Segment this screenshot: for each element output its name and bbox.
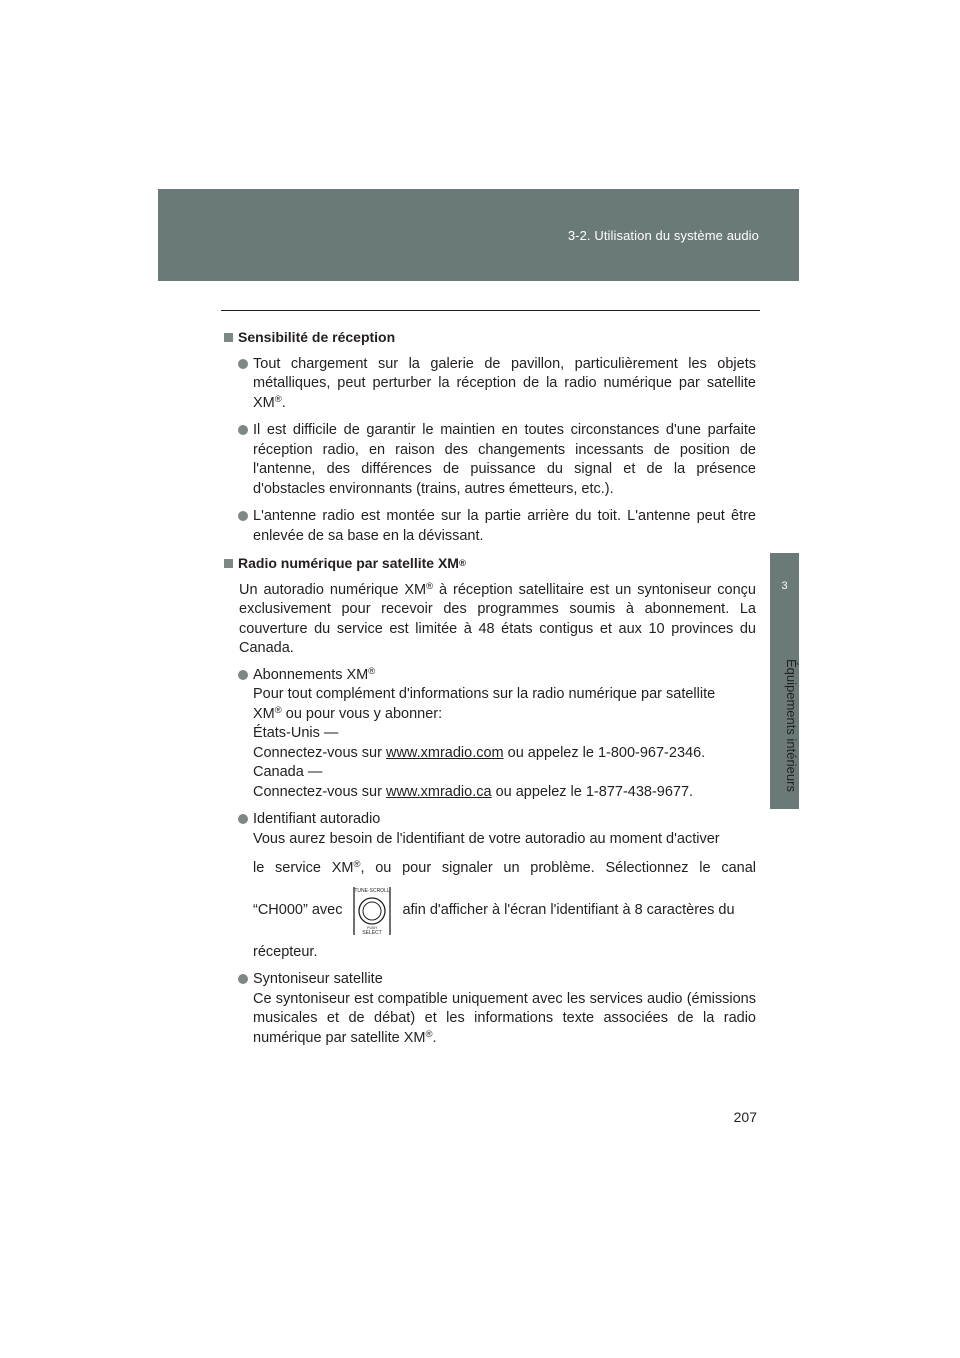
radio-id-knob-line: [253, 883, 756, 939]
round-bullet-icon: [238, 670, 248, 680]
subscriptions-line: [253, 705, 756, 725]
intro-text-rest: à réception satellitaire est un syntoniseur conçu exclusivement pour recevoir des programmes soumis à abonnement. La couverture du service est limitée à 48 états contigus et aux 10 provinces du Canada.: [239, 581, 756, 656]
list-item-tuner: [224, 970, 756, 1048]
knob-push-label: PUSH: [367, 925, 378, 930]
phone-text: ou appelez le 1-800-967-2346.: [503, 744, 706, 761]
heading-reception: [224, 328, 756, 348]
radio-id-text: , ou pour signaler un problème. Sélectionnez le canal: [360, 860, 756, 876]
subscriptions-line: Pour tout complément d'informations sur la radio numérique par satellite: [253, 686, 716, 702]
page-content: [224, 328, 756, 1056]
page-number: 207: [733, 1109, 757, 1125]
knob-top-label: TUNE·SCROLL: [354, 887, 391, 894]
registered-mark: ®: [274, 393, 282, 405]
subscriptions-title: [253, 666, 756, 686]
subscriptions-title-text: Abonnements XM: [253, 666, 369, 683]
top-rule: [221, 310, 760, 311]
registered-mark: ®: [426, 580, 434, 592]
radio-id-line: récepteur.: [253, 943, 318, 960]
contact-text: Connectez-vous sur: [253, 744, 386, 761]
list-item-radio-id: [224, 810, 756, 962]
list-item: [224, 507, 756, 546]
tuner-title: Syntoniseur satellite: [253, 971, 383, 987]
heading-text: Sensibilité de réception: [238, 329, 396, 345]
square-bullet-icon: [224, 559, 233, 568]
bullet-text: L'antenne radio est montée sur la partie arrière du toit. L'antenne peut être enlevée de sa base en la dévissant.: [253, 508, 756, 544]
header-band: [158, 189, 799, 281]
canada-label: Canada —: [253, 764, 323, 780]
round-bullet-icon: [238, 511, 248, 521]
round-bullet-icon: [238, 974, 248, 984]
radio-id-line: Vous aurez besoin de l'identifiant de votre autoradio au moment d'activer: [253, 830, 720, 847]
radio-id-line: [253, 859, 756, 879]
list-item: [224, 355, 756, 414]
tuner-text-end: .: [432, 1029, 437, 1046]
registered-mark: ®: [425, 1028, 433, 1040]
registered-mark: ®: [353, 859, 361, 870]
knob-graphic: [348, 883, 396, 939]
xmradio-ca-link[interactable]: www.xmradio.ca: [385, 783, 492, 800]
bullet-text: Tout chargement sur la galerie de pavillon, particulièrement les objets métalliques, peut perturber la réception de la radio numérique par satellite XM: [253, 355, 756, 411]
registered-mark: ®: [274, 704, 282, 716]
radio-id-text: afin d'afficher à l'écran l'identifiant à 8 caractères du: [402, 901, 735, 918]
bullet-text: Il est difficile de garantir le maintien en toutes circonstances d'une parfaite réception radio, en raison des changements incessants de position de l'antenne, des différences de puissance du signal et de la présence d'obstacles environnants (trains, autres émetteurs, etc.).: [253, 422, 756, 497]
square-bullet-icon: [224, 333, 233, 342]
heading-xm-radio: Radio numérique par satellite XM ®: [224, 554, 756, 574]
radio-id-text: le service XM: [253, 860, 354, 876]
contact-text: Connectez-vous sur: [253, 783, 386, 800]
heading-text: Radio numérique par satellite XM: [238, 555, 459, 571]
chapter-number: 3: [781, 580, 788, 592]
subscriptions-text: ou pour vous y abonner:: [281, 705, 443, 722]
canada-contact-line: [253, 783, 756, 803]
radio-id-title: Identifiant autoradio: [253, 811, 381, 827]
round-bullet-icon: [238, 359, 248, 369]
chapter-label: Équipements intérieurs: [784, 658, 799, 792]
bullet-text-end: .: [281, 394, 286, 411]
us-contact-line: [253, 744, 756, 764]
tune-select-knob-icon: [348, 883, 396, 939]
round-bullet-icon: [238, 814, 248, 824]
registered-mark: ®: [368, 665, 376, 677]
intro-text: Un autoradio numérique XM: [239, 581, 427, 598]
section-title: 3-2. Utilisation du système audio: [567, 228, 759, 243]
xmradio-com-link[interactable]: www.xmradio.com: [385, 744, 504, 761]
intro-paragraph: [224, 581, 756, 659]
knob-bottom-label: SELECT: [362, 929, 383, 936]
list-item-subscriptions: [224, 666, 756, 803]
list-item: [224, 421, 756, 499]
us-label: États-Unis —: [253, 725, 339, 741]
tuner-text: Ce syntoniseur est compatible uniquement avec les services audio (émissions musicales et de débat) et les informations texte associées de la radio numérique par satellite XM: [253, 990, 756, 1046]
radio-id-text: “CH000” avec: [253, 901, 343, 918]
round-bullet-icon: [238, 425, 248, 435]
phone-text: ou appelez le 1-877-438-9677.: [491, 783, 694, 800]
subscriptions-text: XM: [253, 705, 275, 722]
